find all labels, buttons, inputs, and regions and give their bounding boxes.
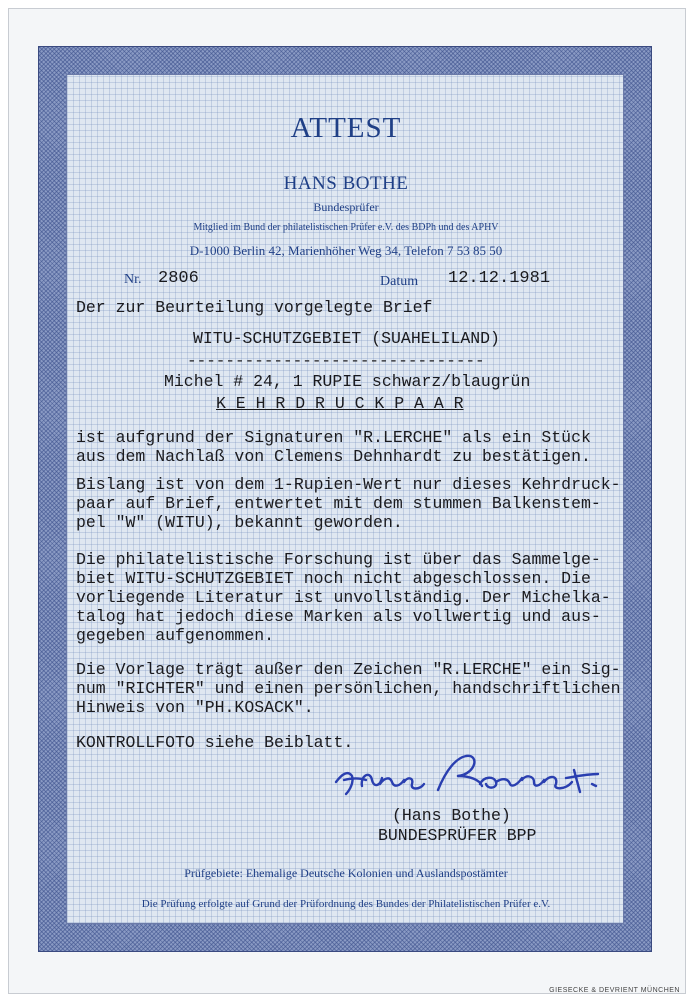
exam-regulation-note: Die Prüfung erfolgte auf Grund der Prüfordnung des Bundes der Philatelistischen Prüfer e.V. <box>141 898 551 910</box>
signatory-title: BUNDESPRÜFER BPP <box>378 826 537 845</box>
paragraph-line: paar auf Brief, entwertet mit dem stummen Balkenstem- <box>76 494 601 513</box>
membership-line: Mitglied im Bund der philatelistischen Prüfer e.V. des BDPh und des APHV <box>193 222 499 233</box>
printer-imprint: GIESECKE & DEVRIENT MÜNCHEN <box>549 987 680 994</box>
certificate-date: 12.12.1981 <box>448 269 551 288</box>
separator-line: ------------------------------- <box>187 352 485 370</box>
paragraph-line: Die Vorlage trägt außer den Zeichen "R.LERCHE" ein Sig- <box>76 660 621 679</box>
signatory-name: (Hans Bothe) <box>392 806 511 825</box>
certificate-number: 2806 <box>158 269 199 288</box>
number-label: Nr. <box>124 272 142 287</box>
paragraph-line: biet WITU-SCHUTZGEBIET noch nicht abgeschlossen. Die <box>76 569 591 588</box>
subject-line: WITU-SCHUTZGEBIET (SUAHELILAND) <box>193 329 500 348</box>
paragraph-line: Hinweis von "PH.KOSACK". <box>76 698 314 717</box>
paragraph-line: talog hat jedoch diese Marken als vollwertig und aus- <box>76 607 601 626</box>
address-line: D-1000 Berlin 42, Marienhöher Weg 34, Telefon 7 53 85 50 <box>189 243 503 258</box>
paragraph-line: pel "W" (WITU), bekannt geworden. <box>76 513 403 532</box>
paragraph-line: Die philatelistische Forschung ist über das Sammelge- <box>76 550 601 569</box>
paragraph-line: gegeben aufgenommen. <box>76 626 275 645</box>
examiner-role: Bundesprüfer <box>313 200 379 214</box>
intro-line: Der zur Beurteilung vorgelegte Brief <box>76 298 433 317</box>
paragraph-line: num "RICHTER" und einen persönlichen, handschriftlichen <box>76 679 621 698</box>
paragraph-line: aus dem Nachlaß von Clemens Dehnhardt zu bestätigen. <box>76 447 591 466</box>
item-line: Michel # 24, 1 RUPIE schwarz/blaugrün <box>164 372 531 391</box>
kontrollfoto-note: KONTROLLFOTO siehe Beiblatt. <box>76 733 354 752</box>
examiner-name: HANS BOTHE <box>283 173 409 194</box>
handwritten-signature <box>330 740 620 810</box>
page-title: ATTEST <box>290 112 402 144</box>
item-type: K E H R D R U C K P A A R <box>216 394 464 413</box>
paragraph-line: ist aufgrund der Signaturen "R.LERCHE" als ein Stück <box>76 428 591 447</box>
paragraph-line: Bislang ist von dem 1-Rupien-Wert nur dieses Kehrdruck- <box>76 475 621 494</box>
date-label: Datum <box>380 274 419 289</box>
exam-areas: Prüfgebiete: Ehemalige Deutsche Kolonien und Auslandspostämter <box>184 866 508 880</box>
paragraph-line: vorliegende Literatur ist unvollständig. Der Michelka- <box>76 588 611 607</box>
